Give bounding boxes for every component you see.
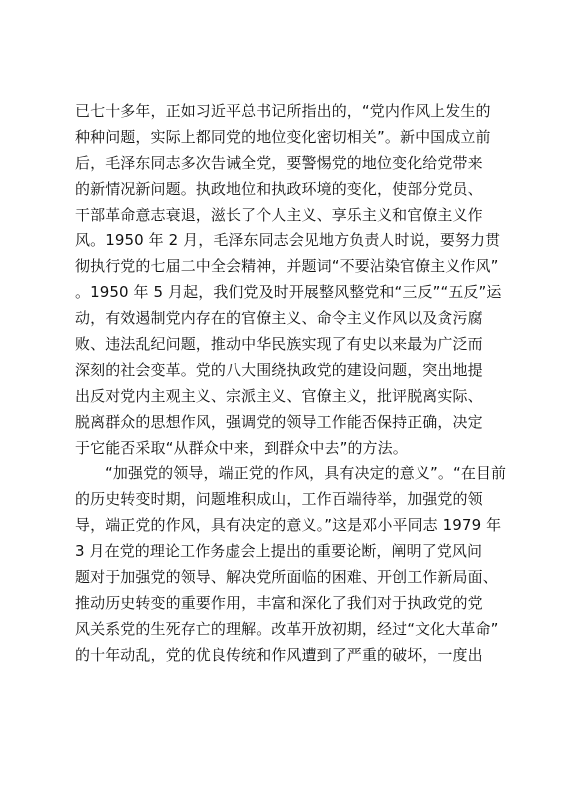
text-line: 后，毛泽东同志多次告诫全党，要警惕党的地位变化给党带来 [75,153,483,172]
text-line: 3 月在党的理论工作务虚会上提出的重要论断，阐明了党风问 [75,542,483,561]
text-line: 于它能否采取“从群众中来，到群众中去”的方法。 [75,438,408,457]
paragraph-first-line: “加强党的领导，端正党的作风，具有决定的意义”。“在目前 [105,464,507,483]
text-line: 导，端正党的作风，具有决定的意义。”这是邓小平同志 1979 年 [75,516,502,535]
body-text [75,99,505,669]
text-line: 动，有效遏制党内存在的官僚主义、命令主义作风以及贪污腐 [75,309,483,328]
text-line: 推动历史转变的重要作用，丰富和深化了我们对于执政党的党 [75,593,483,612]
text-line: 的新情况新问题。执政地位和执政环境的变化，使部分党员、 [75,179,483,198]
text-line: 题对于加强党的领导、解决党所面临的困难、开创工作新局面、 [75,568,498,587]
text-line: 出反对党内主观主义、宗派主义、官僚主义，批评脱离实际、 [75,386,483,405]
text-line: 败、违法乱纪问题，推动中华民族实现了有史以来最为广泛而 [75,335,483,354]
text-line: 风关系党的生死存亡的理解。改革开放初期，经过“文化大革命” [75,619,499,638]
text-line: 彻执行党的七届二中全会精神，并题词“不要沾染官僚主义作风” [75,257,499,276]
text-line: 的历史转变时期，问题堆积成山，工作百端待举，加强党的领 [75,490,483,509]
text-line: 已七十多年，正如习近平总书记所指出的，“党内作风上发生的 [75,102,491,120]
text-line: 种种问题，实际上都同党的地位变化密切相关”。新中国成立前 [75,127,491,146]
text-line: 风。1950 年 2 月，毛泽东同志会见地方负责人时说，要努力贯 [75,231,501,250]
text-line: 。1950 年 5 月起，我们党及时开展整风整党和“三反”“五反”运 [75,283,502,302]
text-line: 脱离群众的思想作风，强调党的领导工作能否保持正确，决定 [75,412,483,431]
text-line: 的十年动乱，党的优良传统和作风遭到了严重的破坏，一度出 [75,645,483,664]
text-line: 干部革命意志衰退，滋长了个人主义、享乐主义和官僚主义作 [75,205,483,224]
text-line: 深刻的社会变革。党的八大围绕执政党的建设问题，突出地提 [75,360,483,379]
